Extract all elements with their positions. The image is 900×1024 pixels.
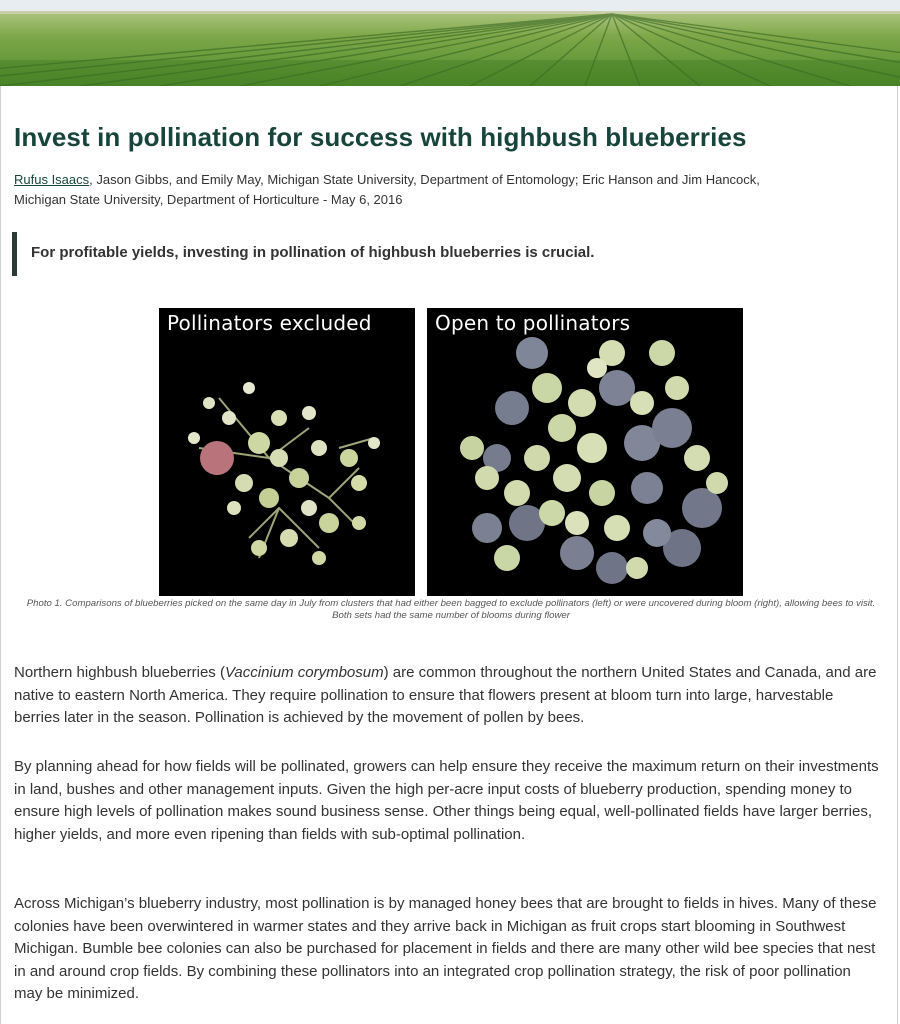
paragraph-2: By planning ahead for how fields will be pollinated, growers can help ensure they receive the maximum return on their investments in land, bushes and other management inputs. Given the high per-acre input costs of blueberry production, spending money to ensure high levels of pollination makes sound business sense. Other things being equal, well-pollinated fields have larger berries, higher yields, and more even ripening than fields with sub-optimal pollination.	[14, 758, 879, 843]
byline-text-line2: Michigan State University, Department of Horticulture - May 6, 2016	[14, 192, 403, 207]
ripe-berry-cluster-image	[427, 308, 743, 596]
berry-dots	[460, 337, 728, 584]
callout-text: For profitable yields, investing in pollination of highbush blueberries is crucial.	[31, 244, 595, 261]
right-photo-label: Open to pollinators	[435, 311, 631, 335]
field-rows-illustration	[0, 0, 900, 86]
paragraph-1-start: Northern highbush blueberries (	[14, 664, 225, 681]
photo-caption: Photo 1. Comparisons of blueberries picked on the same day in July from clusters that had either been bagged to exclude pollinators (left) or were uncovered during bloom (right), allowing bees to visit. Both sets had the same number of blooms during flower	[26, 598, 876, 621]
left-photo-label: Pollinators excluded	[167, 311, 372, 335]
berry-dots	[188, 382, 380, 565]
blueberry-comparison-photo	[159, 308, 743, 596]
paragraph-1-end: ) are common throughout the northern United States and Canada, and are native to eastern North America. They require pollination to ensure that flowers present at bloom turn into large, harvestable berries later in the season. Pollination is achieved by the movement of pollen by bees.	[14, 664, 877, 727]
author-link[interactable]: Rufus Isaacs	[14, 172, 90, 187]
paragraph-1	[14, 662, 882, 730]
photo-open-to-pollinators	[427, 308, 743, 596]
crop-field-banner	[0, 0, 900, 86]
photo-pollinators-excluded	[159, 308, 415, 596]
species-name: Vaccinium corymbosum	[224, 664, 384, 681]
byline	[14, 170, 874, 210]
paragraph-3: Across Michigan’s blueberry industry, most pollination is by managed honey bees that are brought to fields in hives. Many of these colonies have been overwintered in warmer states and they arrive back in Michigan as fruit crops start blooming in Southwest Michigan. Bumble bee colonies can also be purchased for placement in fields and there are many other wild bee species that nest in and around crop fields. By combining these pollinators into an integrated crop pollination strategy, the risk of poor pollination may be minimized.	[14, 895, 877, 1003]
green-berry-cluster-image	[159, 308, 415, 596]
summary-callout	[12, 232, 872, 276]
byline-text-line1: , Jason Gibbs, and Emily May, Michigan State University, Department of Entomology; Eric Hanson and Jim Hancock,	[89, 172, 760, 187]
article-title: Invest in pollination for success with highbush blueberries	[14, 122, 747, 152]
